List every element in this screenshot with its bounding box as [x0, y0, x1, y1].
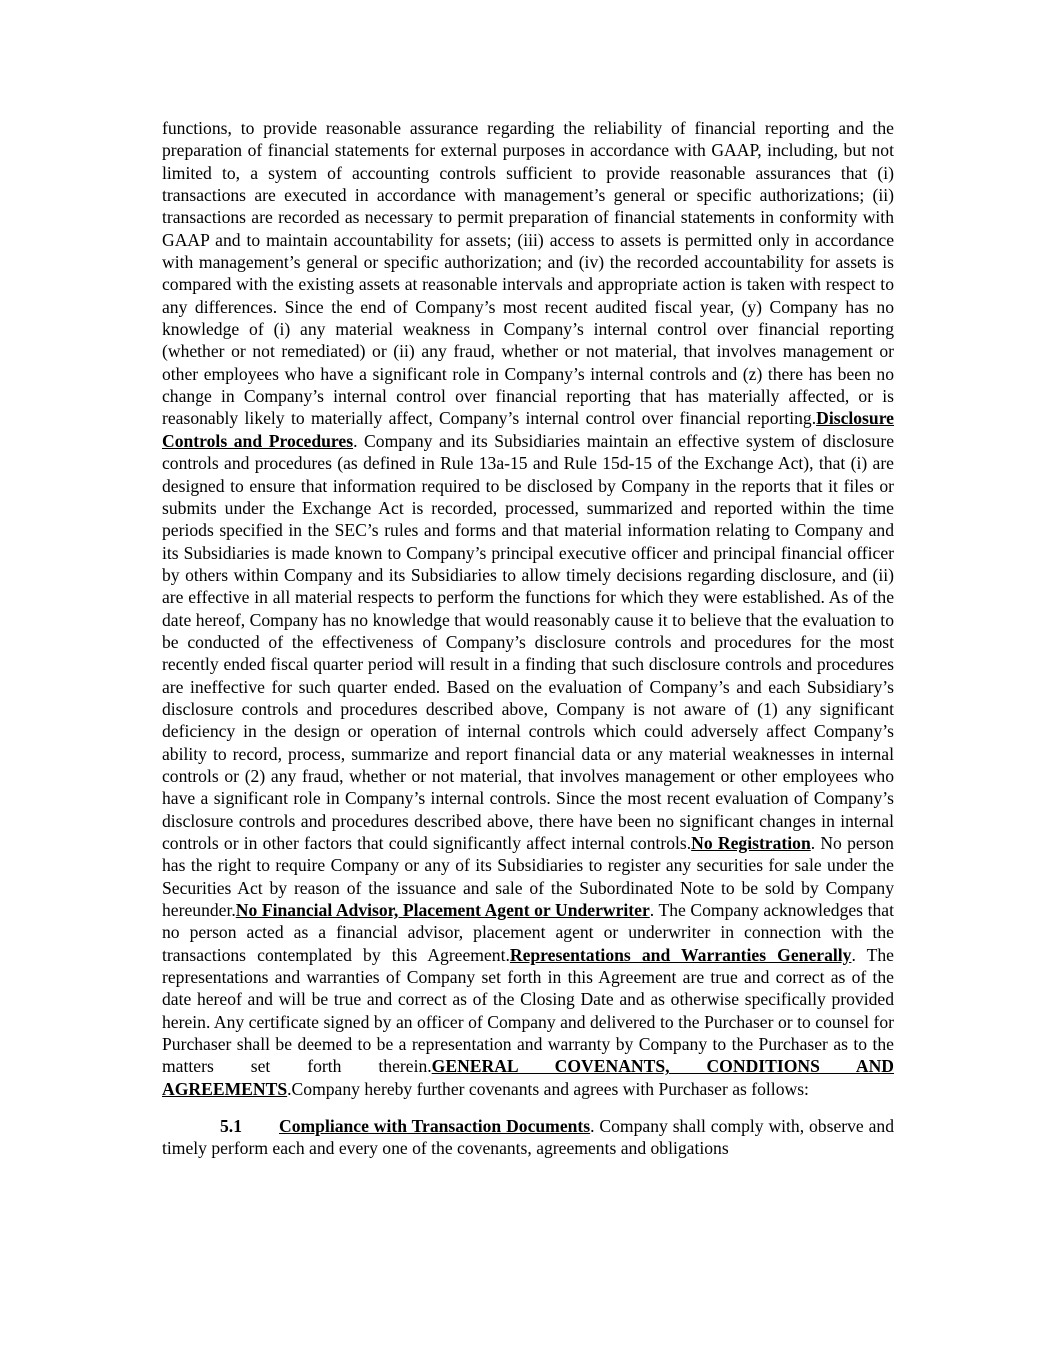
- paragraph-text-disclosure-controls: . Company and its Subsidiaries maintain an effective system of disclosure controls and procedures (as defined in Rule 13a-15 and Rule 15d-15 of the Exchange Act), that (i) are designed to ensure that information required to be disclosed by Company in the reports that it files or submits under the Exchange Act is recorded, processed, summarized and reported within the time periods specified in the SEC’s rules and forms and that material information relating to Company and its Subsidiaries is made known to Company’s principal executive officer and principal financial officer by others within Company and its Subsidiaries to allow timely decisions regarding disclosure, and (ii) are effective in all material respects to perform the functions for which they were established. As of the date hereof, Company has no knowledge that would reasonably cause it to believe that the evaluation to be conducted of the effectiveness of Company’s disclosure controls and procedures for the most recently ended fiscal quarter period will result in a finding that such disclosure controls and procedures are ineffective for such quarter ended. Based on the evaluation of Company’s and each Subsidiary’s disclosure controls and procedures described above, Company is not aware of (1) any significant deficiency in the design or operation of internal controls which could adversely affect Company’s ability to record, process, summarize and report financial data or any material weaknesses in internal controls or (2) any fraud, whether or not material, that involves management or other employees who have a significant role in Company’s internal controls. Since the most recent evaluation of Company’s disclosure controls and procedures described above, there have been no significant changes in internal controls or in other factors that could significantly affect internal controls.: [162, 430, 895, 853]
- heading-disclosure-controls: Disclosure Controls and Procedures: [162, 408, 894, 451]
- section-5-1-text: . Company shall comply with, observe and timely perform each and every one of the covenants, agreements and obligations: [162, 1116, 894, 1159]
- paragraph-text-representations-warranties: . The representations and warranties of Company set forth in this Agreement are true and correct as of the date hereof and will be true and correct as of the Closing Date and as otherwise specifically provided herein. Any certificate signed by an officer of Company and delivered to the Purchaser or to counsel for Purchaser shall be deemed to be a representation and warranty by Company to the Purchaser as to the matters set forth therein.: [162, 944, 894, 1077]
- heading-compliance-transaction-documents: Compliance with Transaction Documents: [279, 1116, 591, 1137]
- heading-no-financial-advisor: No Financial Advisor, Placement Agent or Underwriter: [235, 900, 650, 921]
- document-page: [162, 117, 894, 1160]
- body-paragraph: [162, 117, 894, 1100]
- section-number: 5.1: [220, 1116, 242, 1137]
- paragraph-text-internal-controls: functions, to provide reasonable assurance regarding the reliability of financial reporting and the preparation of financial statements for external purposes in accordance with GAAP, including, but not limited to, a system of accounting controls sufficient to provide reasonable assurances that (i) transactions are executed in accordance with management’s general or specific authorizations; (ii) transactions are recorded as necessary to permit preparation of financial statements in conformity with GAAP and to maintain accountability for assets; (iii) access to assets is permitted only in accordance with management’s general or specific authorization; and (iv) the recorded accountability for assets is compared with the existing assets at reasonable intervals and appropriate action is taken with respect to any differences. Since the end of Company’s most recent audited fiscal year, (y) Company has no knowledge of (i) any material weakness in Company’s internal control over financial reporting (whether or not remediated) or (ii) any fraud, whether or not material, that involves management or other employees who have a significant role in Company’s internal controls and (z) there has been no change in Company’s internal control over financial reporting that has materially affected, or is reasonably likely to materially affect, Company’s internal control over financial reporting.: [162, 118, 894, 429]
- paragraph-text-general-covenants: .Company hereby further covenants and agrees with Purchaser as follows:: [287, 1078, 809, 1099]
- paragraph-text-no-registration: . No person has the right to require Company or any of its Subsidiaries to register any securities for sale under the Securities Act by reason of the issuance and sale of the Subordinated Note to be sold by Company hereunder.: [162, 833, 894, 921]
- section-5-1-paragraph: [162, 1115, 894, 1160]
- heading-no-registration: No Registration: [691, 833, 811, 853]
- paragraph-text-no-financial-advisor: . The Company acknowledges that no person acted as a financial advisor, placement agent or underwriter in connection with the transactions contemplated by this Agreement.: [162, 900, 894, 965]
- heading-general-covenants: GENERAL COVENANTS, CONDITIONS AND AGREEMENTS: [162, 1056, 894, 1099]
- heading-representations-warranties: Representations and Warranties Generally: [509, 944, 852, 965]
